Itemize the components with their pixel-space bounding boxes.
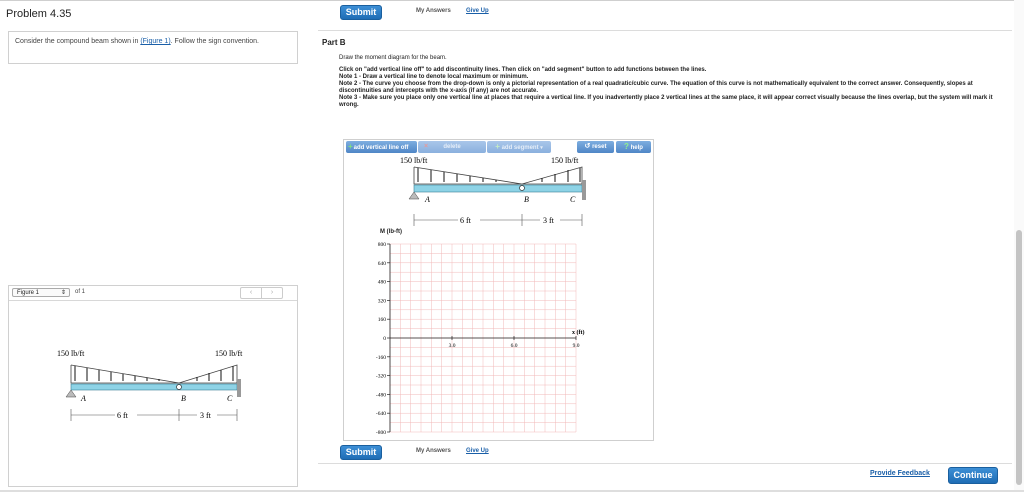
figure-next-button[interactable] (261, 287, 283, 299)
help-label: help (630, 145, 643, 151)
load-label-left: 150 lb/ft (57, 349, 85, 358)
prompt-text-after: . Follow the sign convention. (170, 38, 259, 45)
delete-label: delete (443, 144, 461, 150)
continue-button[interactable]: Continue (948, 467, 998, 484)
submit-button-bottom[interactable]: Submit (340, 445, 382, 460)
add-segment-button[interactable] (487, 141, 551, 153)
help-icon: ? (624, 142, 629, 151)
tool-dim-right: 3 ft (543, 216, 554, 225)
x-tick-label: 9.0 (572, 343, 580, 349)
y-tick-label: 0 (383, 336, 386, 342)
figure-count: of 1 (75, 289, 86, 295)
give-up-top[interactable]: Give Up (466, 8, 489, 14)
support-a (66, 390, 76, 397)
tool-label-a: A (425, 195, 430, 204)
add-vertical-label: add vertical line off (353, 145, 409, 151)
x-tick-label: 3.0 (448, 343, 456, 349)
label-a: A (81, 394, 86, 403)
label-b: B (181, 394, 186, 403)
beam (71, 384, 237, 390)
figure-divider (9, 300, 297, 301)
y-tick-label: -480 (375, 392, 386, 399)
plus-icon: + (348, 142, 353, 151)
right-divider-top (318, 30, 1012, 31)
top-border (0, 0, 1024, 1)
problem-title: Problem 4.35 (6, 8, 72, 20)
wall-c (237, 379, 241, 397)
problem-prompt-box (8, 31, 298, 64)
scrollbar-track[interactable] (1014, 0, 1024, 492)
dim-left: 6 ft (117, 411, 128, 420)
give-up-bottom[interactable]: Give Up (466, 448, 489, 454)
y-tick-label: 320 (377, 298, 386, 305)
tool-load-arrows (418, 168, 580, 182)
y-tick-label: -160 (375, 354, 386, 361)
figure-prev-button[interactable] (240, 287, 262, 299)
add-vertical-line-button[interactable] (346, 141, 417, 153)
delete-button[interactable] (418, 141, 486, 153)
provide-feedback-link[interactable]: Provide Feedback (870, 470, 930, 477)
chevron-left-icon: ‹ (249, 289, 253, 296)
note-1: Note 1 - Draw a vertical line to denote local maximum or minimum. (339, 74, 529, 80)
my-answers-top[interactable]: My Answers (416, 8, 451, 14)
tool-dim-left: 6 ft (460, 216, 471, 225)
label-c: C (227, 394, 233, 403)
plus-icon-segment: + (495, 142, 500, 151)
graph-y-label: M (lb-ft) (380, 229, 402, 235)
add-segment-label: add segment (501, 145, 539, 151)
chevron-down-icon: ⇕ (60, 290, 66, 296)
y-tick-label: 640 (377, 260, 386, 267)
y-tick-label: -800 (375, 430, 386, 436)
x-tick-label: 6.0 (510, 343, 518, 349)
my-answers-bottom[interactable]: My Answers (416, 448, 451, 454)
scrollbar-thumb[interactable] (1016, 230, 1022, 485)
note-2: Note 2 - The curve you choose from the drop-down is only a pictorial representation of a real quadratic/cubic curve. The equation of this curve is not mathematically equivalent to the correct answer. Consequently, slopes at discontinuities and intercepts with the x-axis (if any) are not accurate. (339, 81, 973, 94)
help-button[interactable] (616, 141, 651, 153)
load-label-right: 150 lb/ft (215, 349, 243, 358)
part-instructions (339, 55, 1005, 109)
x-axis-label: x (ft) (572, 330, 585, 336)
reset-label: reset (592, 144, 607, 150)
load-outline (71, 365, 237, 383)
tool-beam-figure (394, 154, 639, 242)
y-tick-label: -320 (375, 373, 386, 380)
prompt-text: Consider the compound beam shown in (15, 38, 139, 45)
figure-link[interactable]: (Figure 1) (140, 38, 171, 45)
tool-load-left: 150 lb/ft (400, 156, 428, 165)
note-3: Note 3 - Make sure you place only one vertical line at places that require a vertical line. If you inadvertently place 2 vertical lines at the same place, it will appear correct visually because the lines overlap, but the system will mark it wrong. (339, 95, 993, 108)
y-tick-label: 160 (377, 317, 386, 324)
dropdown-caret-icon: ▾ (540, 145, 543, 151)
y-tick-label: 480 (377, 279, 386, 286)
chevron-right-icon: › (270, 289, 274, 296)
hinge-b (177, 385, 182, 390)
beam-figure (57, 343, 267, 428)
tool-load-right: 150 lb/ft (551, 156, 579, 165)
y-tick-label: 800 (377, 242, 386, 248)
dim-right: 3 ft (200, 411, 211, 420)
note-click: Click on "add vertical line off" to add discontinuity lines. Then click on "add segment" button to add functions between the lines. (339, 67, 707, 73)
tool-label-b: B (524, 195, 529, 204)
toolbar (346, 141, 651, 154)
reset-button[interactable] (577, 141, 614, 153)
tool-label-c: C (570, 195, 576, 204)
y-tick-label: -640 (375, 411, 386, 418)
figure-select[interactable] (12, 288, 70, 297)
instruction-text: Draw the moment diagram for the beam. (339, 55, 447, 61)
figure-panel (8, 285, 298, 487)
right-divider-bottom (318, 463, 1012, 464)
submit-button-top[interactable]: Submit (340, 5, 382, 20)
part-title: Part B (322, 38, 346, 47)
moment-graph[interactable] (344, 236, 653, 441)
figure-select-value: Figure 1 (17, 290, 40, 296)
reset-icon: ↺ (584, 143, 591, 150)
delete-x-icon: × (424, 143, 429, 150)
drawing-tool (343, 139, 654, 441)
